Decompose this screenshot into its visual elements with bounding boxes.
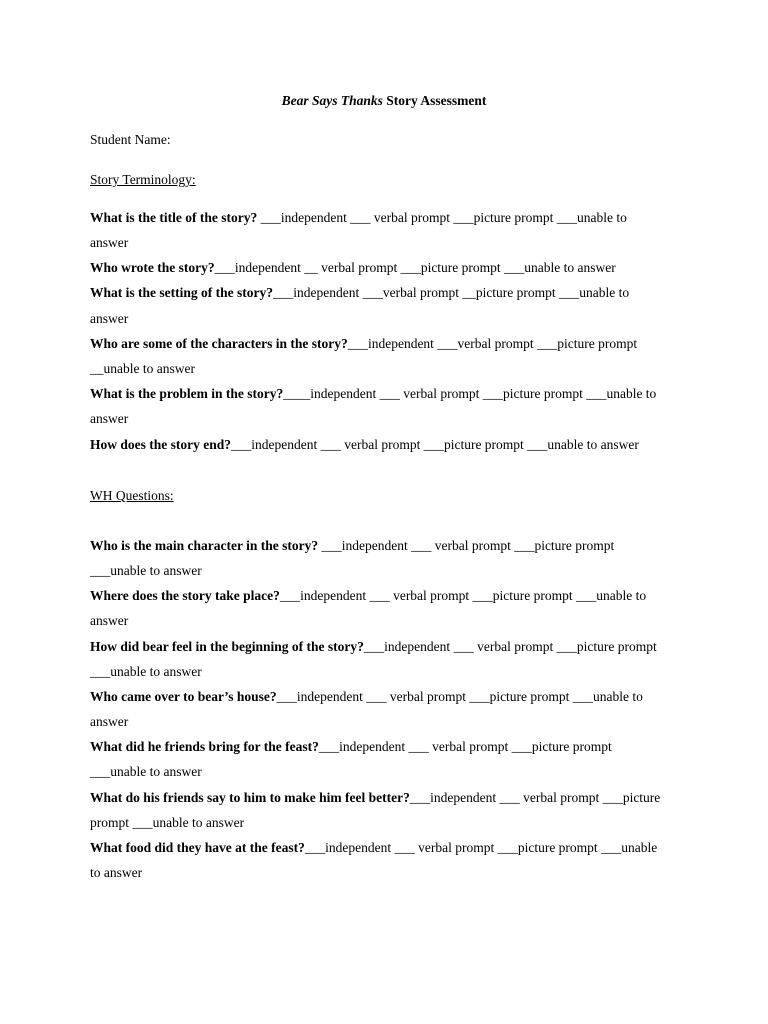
title-book-name: Bear Says Thanks	[281, 93, 383, 108]
question-line-continued: answer	[90, 714, 129, 729]
section-heading-wh-questions: WH Questions:	[90, 488, 174, 503]
question-line	[90, 785, 690, 810]
answer-options: ___independent ___verbal prompt __picture prompt ___unable to	[272, 285, 630, 300]
question-text: What food did they have at the feast?	[90, 840, 305, 855]
question-text: How does the story end?	[90, 437, 231, 452]
question-line-continued: __unable to answer	[90, 361, 195, 376]
question-line	[90, 381, 690, 406]
answer-options: ___independent ___ verbal prompt ___picture prompt ___unable to	[276, 689, 643, 704]
answer-options: ___independent ___ verbal prompt ___picture prompt	[318, 538, 615, 553]
question-text: Who wrote the story?	[90, 260, 215, 275]
question-line	[90, 280, 690, 305]
answer-options: ___independent ___ verbal prompt ___picture prompt ___unable to	[257, 210, 627, 225]
question-line	[90, 734, 690, 759]
question-line-continued: answer	[90, 613, 129, 628]
question-line	[90, 634, 690, 659]
title-suffix: Story Assessment	[382, 93, 487, 108]
question-line-continued: ___unable to answer	[90, 764, 202, 779]
answer-options: ___independent ___ verbal prompt ___picture	[409, 790, 661, 805]
question-line-continued: answer	[90, 411, 129, 426]
answer-options: ___independent ___ verbal prompt ___picture prompt	[318, 739, 612, 754]
answer-options: ___independent ___ verbal prompt ___picture prompt ___unable	[304, 840, 658, 855]
answer-options: ___independent __ verbal prompt ___picture prompt ___unable to answer	[214, 260, 616, 275]
question-line	[90, 684, 690, 709]
question-line	[90, 255, 690, 280]
question-line-continued: ___unable to answer	[90, 664, 202, 679]
question-line	[90, 432, 690, 457]
question-text: How did bear feel in the beginning of the story?	[90, 639, 364, 654]
question-text: Who came over to bear’s house?	[90, 689, 277, 704]
question-line	[90, 205, 690, 230]
question-line	[90, 583, 690, 608]
answer-options: ___independent ___verbal prompt ___picture prompt	[347, 336, 638, 351]
question-text: What is the setting of the story?	[90, 285, 273, 300]
question-text: What do his friends say to him to make him feel better?	[90, 790, 410, 805]
question-line	[90, 331, 690, 356]
section-heading-story-terminology: Story Terminology:	[90, 172, 196, 187]
answer-options: ___independent ___ verbal prompt ___picture prompt	[363, 639, 657, 654]
question-text: What is the problem in the story?	[90, 386, 284, 401]
question-line	[90, 835, 690, 860]
document-title	[0, 93, 768, 109]
question-text: What did he friends bring for the feast?	[90, 739, 319, 754]
student-name-label: Student Name:	[90, 132, 171, 147]
question-line-continued: answer	[90, 235, 129, 250]
question-text: Who are some of the characters in the story?	[90, 336, 348, 351]
question-line-continued: answer	[90, 311, 129, 326]
question-text: What is the title of the story?	[90, 210, 258, 225]
question-line-continued: ___unable to answer	[90, 563, 202, 578]
answer-options: ___independent ___ verbal prompt ___picture prompt ___unable to answer	[231, 437, 639, 452]
question-text: Who is the main character in the story?	[90, 538, 319, 553]
answer-options: ____independent ___ verbal prompt ___picture prompt ___unable to	[283, 386, 657, 401]
question-line-continued: prompt ___unable to answer	[90, 815, 245, 830]
answer-options: ___independent ___ verbal prompt ___picture prompt ___unable to	[279, 588, 647, 603]
question-line	[90, 533, 690, 558]
question-text: Where does the story take place?	[90, 588, 280, 603]
question-line-continued: to answer	[90, 865, 143, 880]
